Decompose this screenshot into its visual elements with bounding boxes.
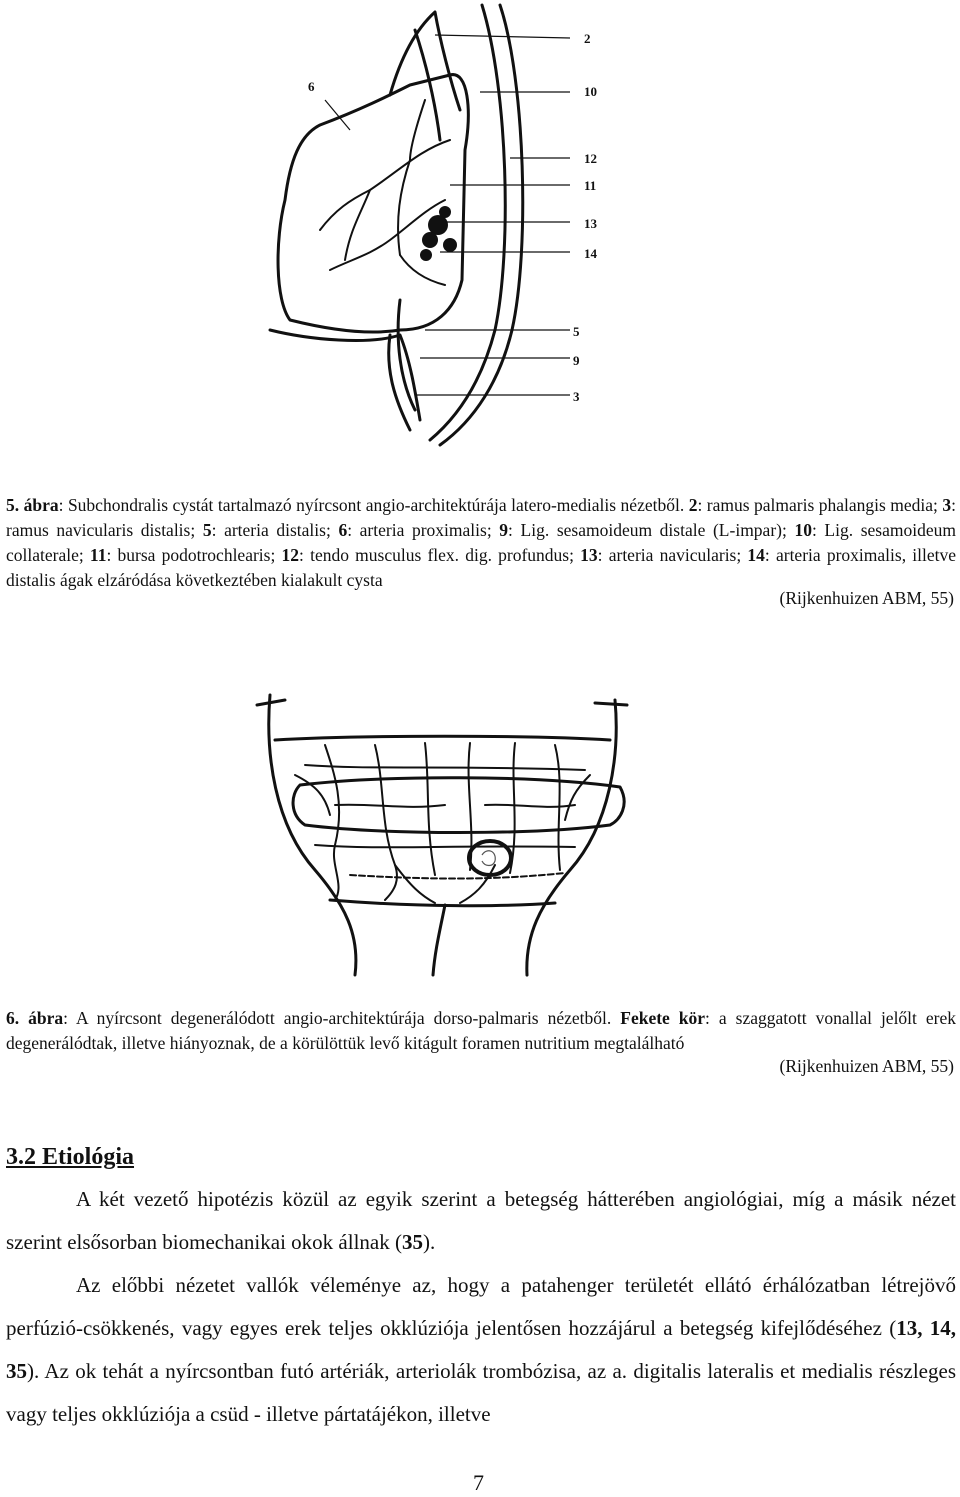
fig5-item-text: : arteria navicularis; (597, 545, 748, 565)
page-number: 7 (473, 1470, 484, 1495)
fig5-item-text: : arteria proximalis; (347, 520, 500, 540)
fig5-item-text: : tendo musculus flex. dig. profundus; (299, 545, 581, 565)
fig5-label-2: 2 (584, 31, 591, 46)
fig5-item-num: 11 (89, 545, 107, 565)
fig5-label-5: 5 (573, 324, 580, 339)
fig5-label-10: 10 (584, 84, 597, 99)
fig5-item-num: 2 (688, 495, 698, 515)
paragraph-2-end: ). Az ok tehát a nyírcsontban futó artériák, arteriolák trombózisa, az a. digitalis lateralis et medialis részleges vagy teljes okklúziója a csüd - illetve pártatájékon, illetve (6, 1359, 956, 1426)
fig6-description: : a szaggatott vonallal jelőlt erek degenerálódtak, illetve hiányoznak, de a körülöttük levő kitágult foramen nutritium megtalálható (6, 1008, 957, 1053)
fig5-item-text: : bursa podotrochlearis; (106, 545, 282, 565)
figure-5-citation: (Rijkenhuizen ABM, 55) (779, 588, 954, 608)
figure-6-citation: (Rijkenhuizen ABM, 55) (779, 1056, 954, 1076)
section-heading: 3.2 Etiológia (6, 1144, 135, 1170)
fig5-label-11: 11 (584, 178, 597, 193)
paragraph-1-end: ). (422, 1230, 436, 1254)
fig6-black-circle-label: Fekete kör (620, 1008, 706, 1028)
fig5-num: 5. (6, 495, 20, 515)
fig5-item-num: 3 (942, 495, 952, 515)
fig5-label-12: 12 (584, 151, 597, 166)
figure-6-drawing (235, 675, 685, 980)
paragraph-1-reference: 35 (401, 1230, 423, 1254)
figure-6-caption (6, 1006, 956, 1056)
fig5-item-num: 9 (499, 520, 509, 540)
fig5-item-text: : arteria distalis; (211, 520, 339, 540)
fig6-num: 6. (6, 1008, 20, 1028)
fig5-item-num: 5 (202, 520, 212, 540)
fig5-item-text: : Lig. sesamoideum distale (L-impar); (508, 520, 795, 540)
fig5-label-3: 3 (573, 389, 580, 404)
fig5-item-text: : ramus navicularis distalis; (6, 495, 957, 540)
paragraph-2-text: Az előbbi nézetet vallók véleménye az, hogy a patahenger területét ellátó érhálózatban létrejövő perfúzió-csökkenés, vagy egyes erek teljes okklúziója jelentősen hozzájárul a betegség kifejlődéséhez ( (6, 1273, 956, 1340)
fig6-title: : A nyírcsont degenerálódott angio-architektúrája dorso-palmaris nézetből. (63, 1008, 621, 1028)
fig5-title: : Subchondralis cystát tartalmazó nyírcsont angio-architektúrája latero-medialis nézetből. (58, 495, 689, 515)
fig5-item-text: : ramus palmaris phalangis media; (697, 495, 943, 515)
fig5-item-text: : arteria proximalis, illetve distalis ágak elzáródása következtében kialakult cysta (6, 545, 956, 590)
fig5-label-13: 13 (584, 216, 597, 231)
fig5-item-text: : Lig. sesamoideum collaterale; (6, 520, 956, 565)
fig5-item-num: 13 (580, 545, 598, 565)
figure-5-caption (6, 493, 956, 593)
paragraph-1-text: A két vezető hipotézis közül az egyik szerint a betegség hátterében angiológiai, míg a másik nézet szerint elsősorban biomechanikai okok állnak ( (6, 1187, 956, 1254)
fig5-item-num: 14 (747, 545, 765, 565)
paragraph-1 (6, 1178, 956, 1264)
fig5-item-num: 10 (794, 520, 812, 540)
figure-5-drawing (250, 0, 580, 450)
paragraph-2 (6, 1264, 956, 1436)
fig5-label-9: 9 (573, 353, 580, 368)
fig5-label-6: 6 (308, 79, 315, 94)
paragraph-2-reference: 13, 14, 35 (6, 1316, 957, 1383)
fig5-word: ábra (23, 495, 59, 515)
fig6-word: ábra (28, 1008, 64, 1028)
fig5-item-num: 12 (281, 545, 300, 565)
fig5-item-num: 6 (338, 520, 348, 540)
fig5-label-14: 14 (584, 246, 597, 261)
